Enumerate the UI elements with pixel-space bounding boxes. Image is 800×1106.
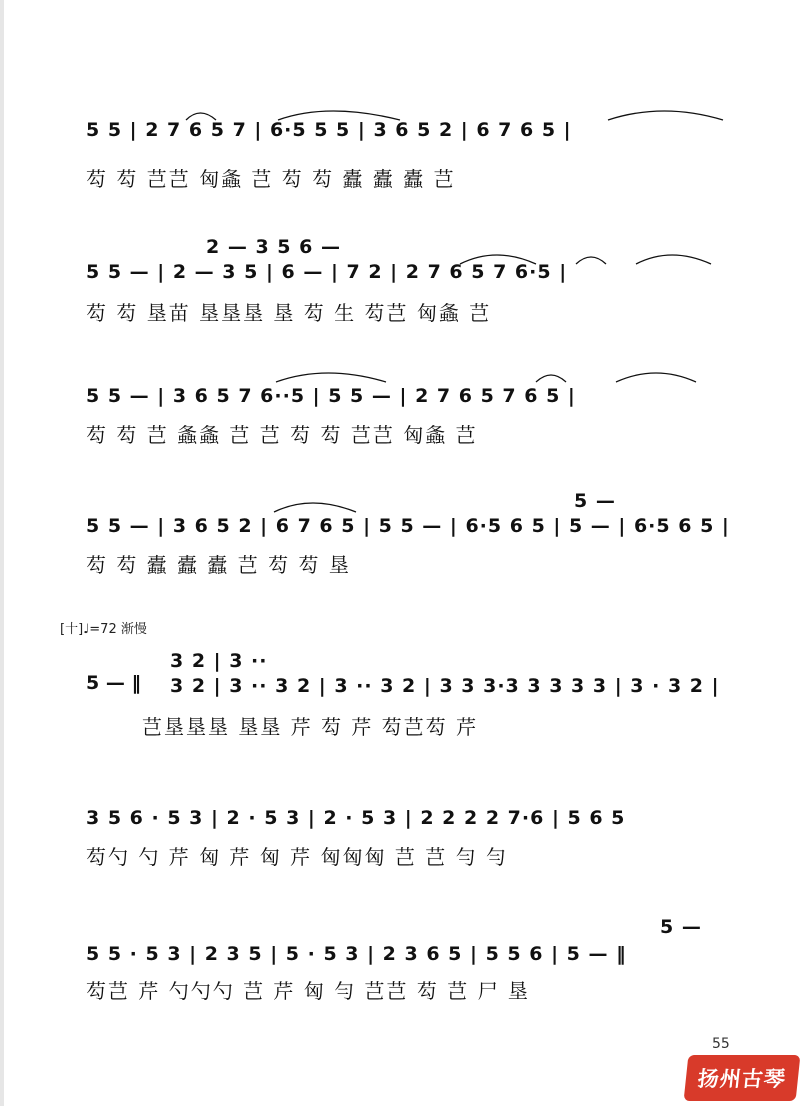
number-notation-row: 5 5 · 5 3 | 2 3 5 | 5 · 5 3 | 2 3 6 5 | 5 5 6 | 5 — ‖ [86,943,627,965]
jianzi-notation-row: 芶勺 勺 芹 匈 芹 匈 芹 匈匈匈 芑 芑 勻 勻 [86,845,508,869]
scan-edge [0,0,4,1106]
number-notation-row: 3 2 | 3 ·· 3 2 | 3 ·· 3 2 | 3 3 3·3 3 3 3 3 | 3 · 3 2 | [170,675,720,697]
page-number: 55 [712,1036,730,1052]
upper-voice-row: 2 — 3 5 6 — [206,236,341,258]
watermark-logo-text: 扬州古琴 [696,1067,788,1091]
number-notation-row: 5 5 — | 3 6 5 7 6··5 | 5 5 — | 2 7 6 5 7 6 5 | [86,385,576,407]
number-notation-row: 5 5 | 2 7 6 5 7 | 6·5 5 5 | 3 6 5 2 | 6 7 6 5 | [86,119,572,141]
jianzi-notation-row: 芶 芶 芑 螽螽 芑 芑 芶 芶 芑芑 匈螽 芑 [86,423,478,447]
watermark-logo [684,1055,800,1101]
jianzi-notation-row: 芶 芶 芑芑 匈螽 芑 芶 芶 蠹 蠹 蠹 芑 [86,167,456,191]
upper-voice-row: 5 — [574,490,616,512]
jianzi-notation-row: 芑垦垦垦 垦垦 芹 芶 芹 芶芑芶 芹 [142,715,479,739]
jianzi-notation-row: 芶芑 芹 勺勺勺 芑 芹 匈 勻 芑芑 芶 芑 尸 垦 [86,979,530,1003]
section-tempo-label: [十]♩=72 渐慢 [60,622,147,637]
upper-voice-row: 3 2 | 3 ·· [170,650,268,672]
jianzi-notation-row: 芶 芶 垦苗 垦垦垦 垦 芶 生 芶芑 匈螽 芑 [86,301,492,325]
number-notation-row: 5 5 — | 2 — 3 5 | 6 — | 7 2 | 2 7 6 5 7 6·5 | [86,261,568,283]
upper-voice-row: 5 — [660,916,702,938]
number-notation-row: 3 5 6 · 5 3 | 2 · 5 3 | 2 · 5 3 | 2 2 2 2 7·6 | 5 6 5 [86,807,626,829]
opening-bar-side: 5 — ‖ [86,672,141,694]
number-notation-row: 5 5 — | 3 6 5 2 | 6 7 6 5 | 5 5 — | 6·5 6 5 | 5 — | 6·5 6 5 | [86,515,730,537]
jianzi-notation-row: 芶 芶 蠹 蠹 蠹 芑 芶 芶 垦 [86,553,351,577]
